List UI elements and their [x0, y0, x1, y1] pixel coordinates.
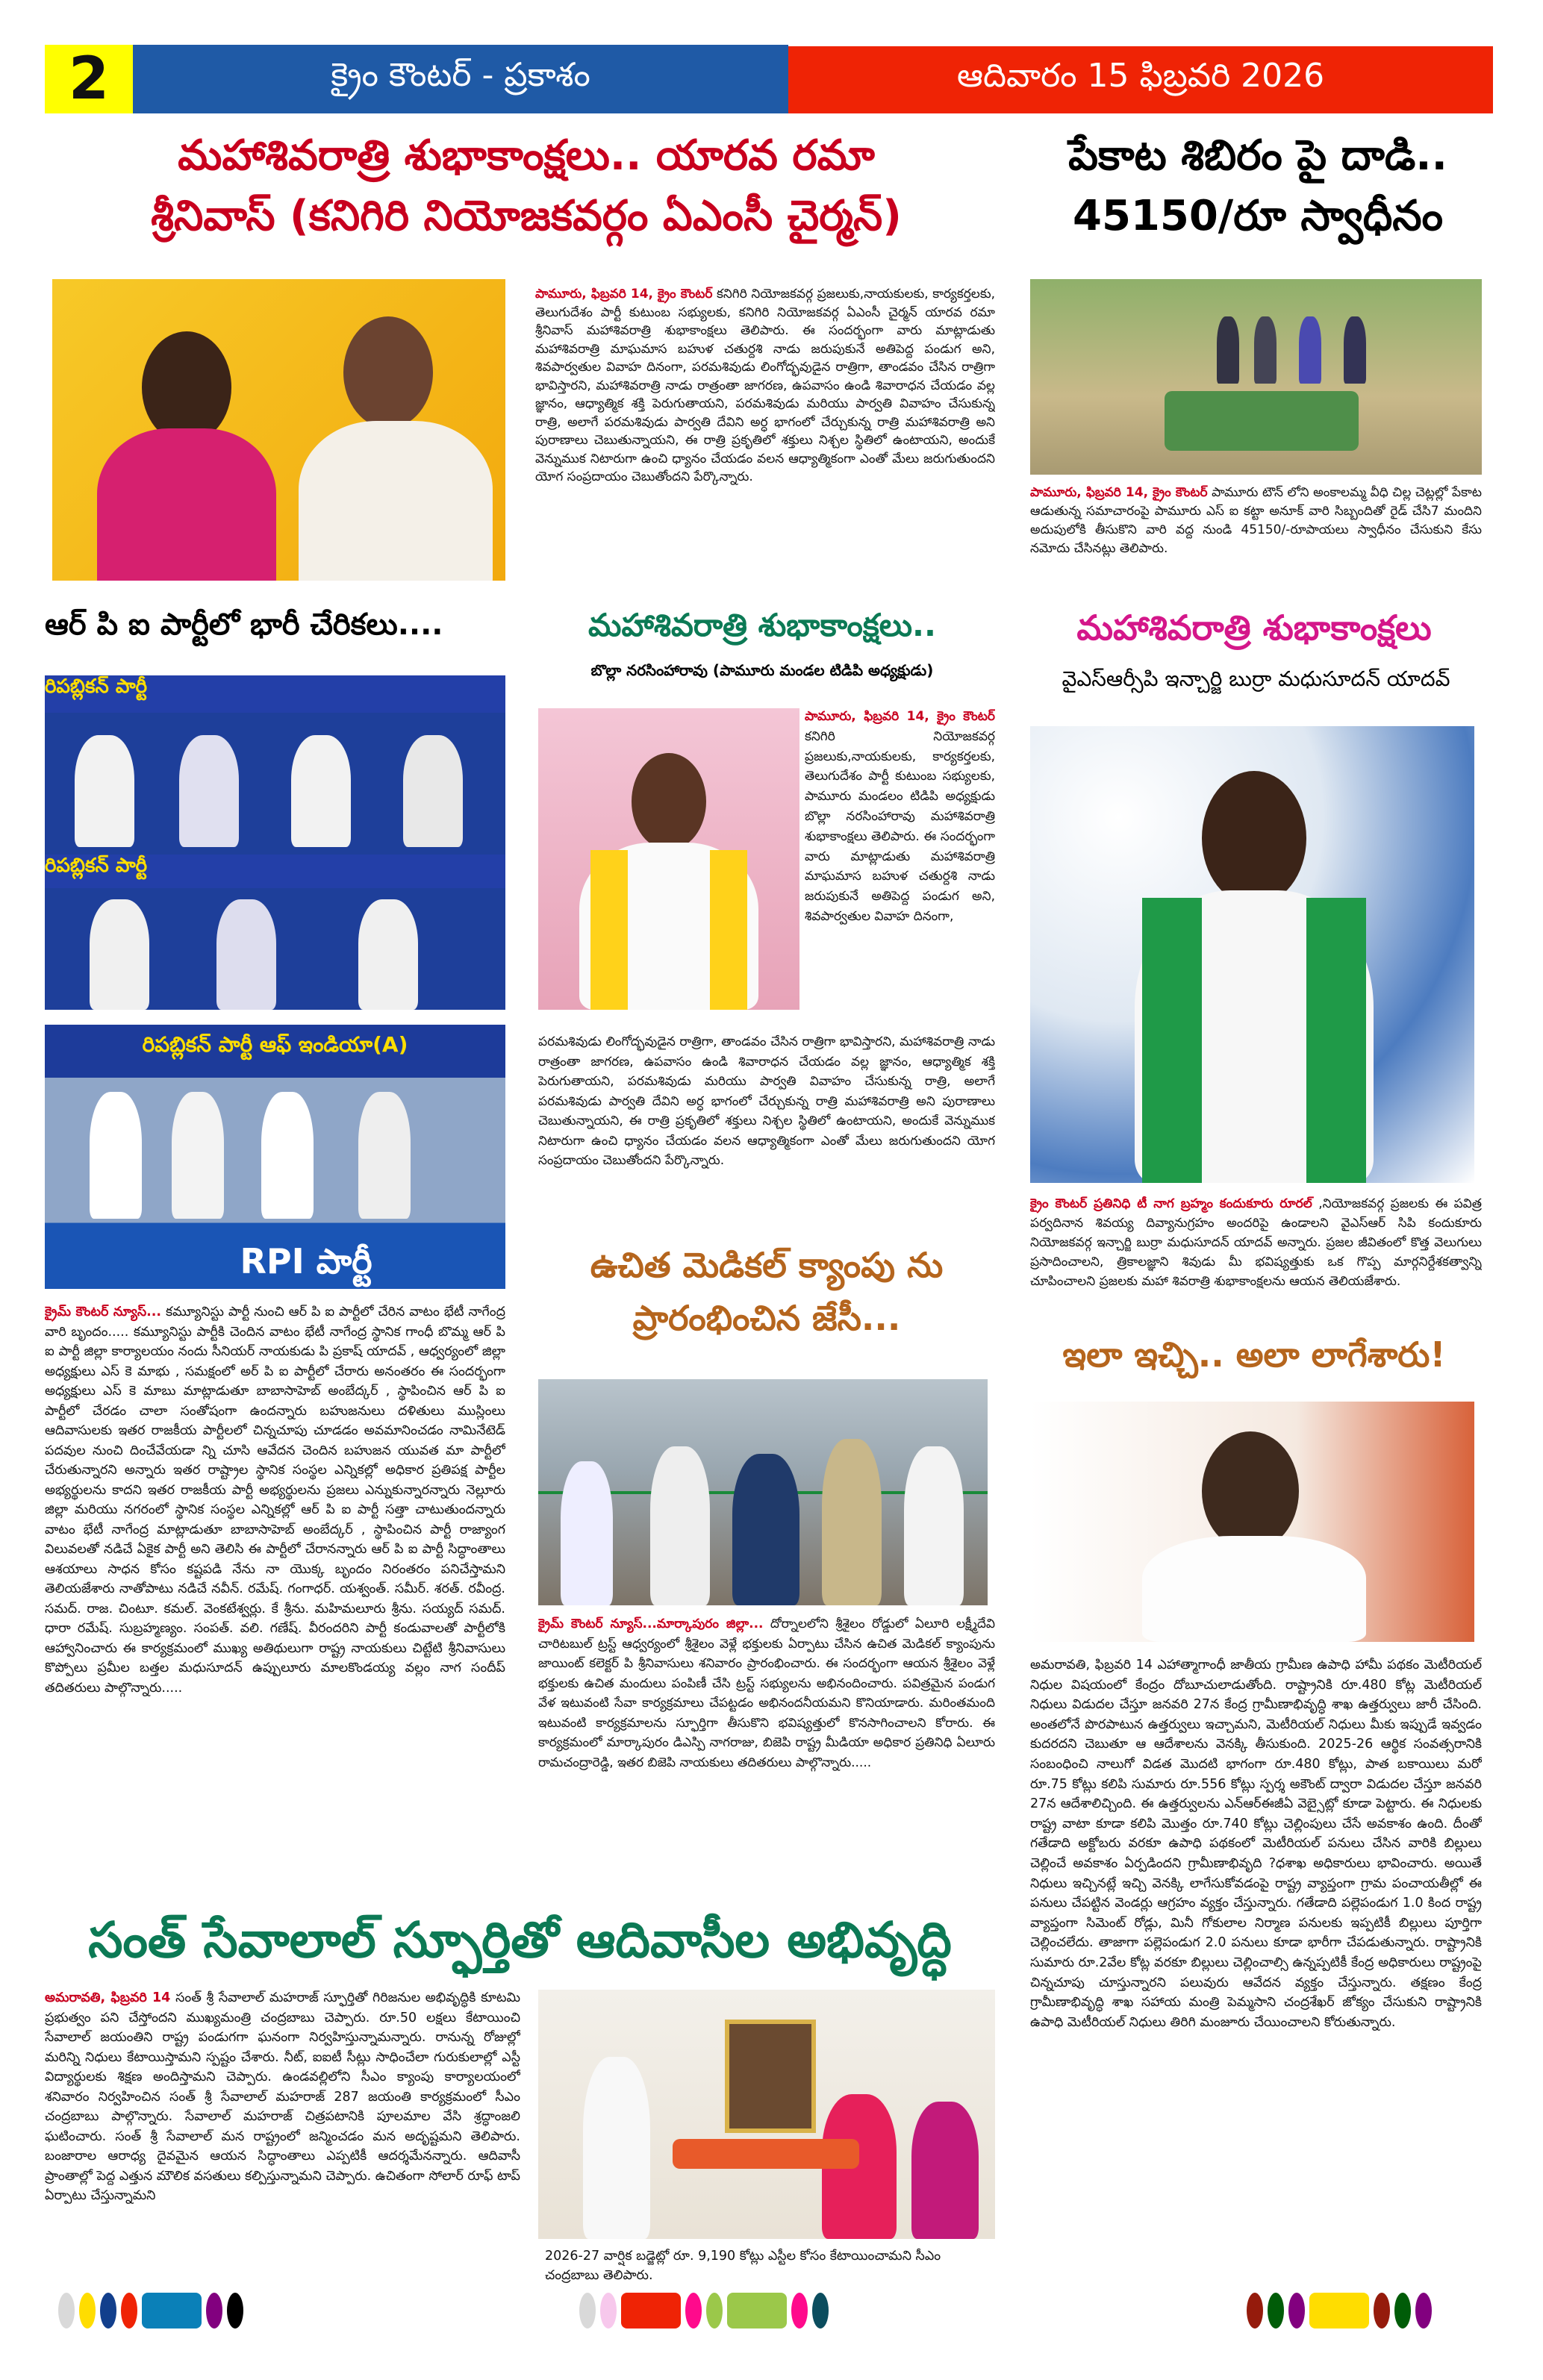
registration-color-mark [621, 2293, 681, 2329]
article-text: కనిగిరి నియోజకవర్గ ప్రజలుకు,నాయకులకు, కార్యకర్తలకు, తెలుగుదేశం పార్టీ కుటుంబ సభ్యులకు, పామూరు మండలం టిడిపి అధ్యక్షుడు బొల్లా నరసింహారావు మహాశివరాత్రి శుభాకాంక్షలు తెలిపారు. ఈ సందర్భంగా వారు మాట్లాడుతు మహాశివరాత్రి మాఘమాస బహుళ చతుర్దశి నాడు జరుపుకునే అతిపెద్ద పండుగ అని, శివపార్వతుల వివాహ దినంగా, [805, 728, 995, 924]
dateline: అమరావతి, ఫిబ్రవరి 14 [45, 1990, 171, 2005]
registration-color-mark [100, 2293, 116, 2329]
article-medical-camp-body [538, 1614, 995, 1868]
registration-color-mark [579, 2293, 596, 2329]
registration-color-mark [791, 2293, 808, 2329]
dateline: క్రైమ్ కౌంటర్ న్యూస్... [45, 1305, 162, 1319]
dateline: పామూరు, ఫిబ్రవరి 14, క్రైం కౌంటర్ [1030, 485, 1208, 500]
banner-text: రిపబ్లికన్ పార్టీ ఆఫ్ ఇండియా(A) [142, 1032, 408, 1057]
registration-color-mark [1415, 2293, 1432, 2329]
headline-rpi-joining: ఆర్ పి ఐ పార్టీలో భారీ చేరికలు.... [45, 608, 443, 642]
registration-color-mark [1374, 2293, 1390, 2329]
article-sevalal-body [45, 1988, 520, 2266]
article-text: కనిగిరి నియోజకవర్గ ప్రజలుకు,నాయకులకు, కార్యకర్తలకు, తెలుగుదేశం పార్టీ కుటుంబ సభ్యులకు, కనిగిరి నియోజకవర్గ ఏఎంసీ చైర్మన్ యారవ రమా శ్రీనివాస్ మహాశివరాత్రి శుభాకాంక్షలు తెలిపారు. ఈ సందర్భంగా వారు మాట్లాడుతు మహాశివరాత్రి మాఘమాస బహుళ చతుర్దశి నాడు జరుపుకునే అతిపెద్ద పండుగ అని, శివపార్వతుల వివాహ దినంగా, పరమశివుడు లింగోద్భవుడైన రాత్రిగా, తాండవం చేసిన రాత్రిగా భావిస్తారని, మహాశివరాత్రి నాడు రాత్రంతా జాగరణ, ఉపవాసం ఉండి శివారాధన చేయడం వల్ల జ్ఞానం, ఆధ్యాత్మిక శక్తి పెరుగుతాయని, పరమశివుడు మరియు పార్వతి వివాహం చేసుకున్న రాత్రి, అలాగే పరమశివుడు పార్వతి దేవిని అర్ధ భాగంలో చేర్చుకున్న రాత్రి మహాశివరాత్రి అని పురాణాలు చెబుతున్నాయని, ఈ రాత్రి ప్రకృతిలో శక్తులు నిశ్చల స్థితిలో ఉంటాయని, అందుకే వెన్నుముక నిటారుగా ఉంచి ధ్యానం చేయడం వలన ఆధ్యాత్మికంగా ఎంతో మేలు జరుగుతుందని యోగ సంప్రదాయం చెబుతోందని పేర్కొన్నారు. [535, 287, 995, 484]
dateline: పామూరు, ఫిబ్రవరి 14, క్రైం కౌంటర్ [535, 287, 713, 302]
photo-bolla-narasimharao [538, 708, 799, 1010]
headline-line: 45150/రూ స్వాధీనం [1072, 192, 1443, 241]
article-text: దోర్నాలలోని శ్రీశైలం రోడ్డులో ఏలూరి లక్ష్మీదేవి చారిటబుల్ ట్రస్ట్ ఆధ్వర్యంలో శ్రీశైలం వెళ్లే భక్తులకు ఏర్పాటు చేసిన ఉచిత మెడికల్ క్యాంపును జాయింట్ కలెక్టర్ పి శ్రీనివాసులు శనివారం ప్రారంభించారు. ఈ సందర్భంగా ఆయన శ్రీశైలం వెళ్లే భక్తులకు ఉచిత మందులు పంపిణీ చేసి ట్రస్ట్ సభ్యులను అభినందించారు. పవిత్రమైన పండుగ వేళ ఇటువంటి సేవా కార్యక్రమాలు చేపట్టడం అభినందనీయమని కొనియాడారు. మరింతమంది ఇటువంటి కార్యక్రమాలను స్ఫూర్తిగా తీసుకొని భవిష్యత్తులో కొనసాగించాలని కోరారు. ఈ కార్యక్రమంలో మార్కాపురం డిఎస్పి నాగరాజు, బిజెపి రాష్ట్ర మీడియా అధికార ప్రతినిధి ఏలూరు రామచంద్రారెడ్డి, ఇతర బిజెపి నాయకులు తదితరులు పాల్గొన్నారు..... [538, 1617, 995, 1770]
headline-medical-camp [538, 1239, 995, 1346]
article-rpi-joining-body [45, 1302, 505, 1896]
registration-color-mark [812, 2293, 829, 2329]
registration-color-mark [600, 2293, 617, 2329]
registration-color-mark [685, 2293, 702, 2329]
article-material-funds-body: అమరావతి, ఫిబ్రవరి 14 ఎహాత్మాగాంధీ జాతీయ గ్రామీణ ఉపాధి హామీ పథకం మెటీరియల్ నిధుల విషయంలో కేంద్రం దోబూచులాడుతోంది. రాష్ట్రానికి రూ.480 కోట్ల మెటీరియల్ నిధులు విడుదల చేస్తూ జనవరి 27న కేంద్ర గ్రామీణాభివృద్ధి శాఖ ఉత్తర్వులు జారీ చేసింది. అంతలోనే పొరపాటున ఉత్తర్వులు ఇచ్చామని, మెటీరియల్ నిధులు మీకు ఇప్పుడే ఇవ్వడం కుదరదని చెబుతూ ఆ ఆదేశాలను వెనక్కి తీసుకుంది. 2025-26 ఆర్థిక సంవత్సరానికి సంబంధించి నాలుగో విడత మొదటి భాగంగా రూ.480 కోట్లు, పాత బకాయిలు మరో రూ.75 కోట్లు కలిపి సుమారు రూ.556 కోట్లు స్పర్శ అకౌంట్ ద్వారా విడుదల చేస్తూ జనవరి 27న ఆదేశాలిచ్చింది. ఈ ఉత్తర్వులను ఎన్ఆర్ఈజీఏ వెబ్సైట్లో కూడా పెట్టారు. ఈ నిధులకు రాష్ట్ర వాటా కూడా కలిపి మొత్తం రూ.740 కోట్లు చెల్లింపులు చేసే అవకాశం ఉంది. దీంతో గతేడాది అక్టోబరు వరకూ ఉపాధి పథకంలో మెటీరియల్ పనులు చేసిన వారికి బిల్లులు చెల్లించే అవకాశం ఏర్పడిందని గ్రామీణాభివృది ?ధశాఖ అధికారులు భావించారు. అయితే నిధులు ఇచ్చినట్లే ఇచ్చి వెనక్కి లాగేసుకోవడంపై రాష్ట్ర వ్యాప్తంగా గ్రామ పంచాయతీల్లో ఈ పనులు చేపట్టిన వెండర్లు ఆగ్రహం వ్యక్తం చేస్తున్నారు. గతేడాది పల్లెపండుగ 1.0 కింద రాష్ట్ర వ్యాప్తంగా సిమెంట్ రోడ్లు, మినీ గోకులాల నిర్మాణ పనులకు ఇప్పటికీ బిల్లులు పూర్తిగా చెల్లించలేదు. తాజాగా పల్లెపండుగ 2.0 పనులు కూడా భారీగా చేపడుతున్నారు. రాష్ట్రానికి సుమారు రూ.2వేల కోట్ల వరకూ బిల్లులు చెల్లించాల్సి ఉన్నప్పటికీ కేంద్ర అధికారులు రాష్ట్రంపై చిన్నచూపు చూస్తున్నారని పలువురు ఆవేదన వ్యక్తం చేస్తున్నారు. తక్షణం కేంద్ర గ్రామీణాభివృద్ధి శాఖ సహాయ మంత్రి పెమ్మసాని చంద్రశేఖర్ జోక్యం చేసుకుని రాష్ట్రానికి ఉపాధి మెటీరియల్ నిధులు తిరిగి మంజూరు చేయించాలని కోరుతున్నారు. [1030, 1658, 1482, 2030]
registration-marks-right [1247, 2293, 1436, 2329]
registration-color-mark [1309, 2293, 1369, 2329]
photo-gambling-raid [1030, 279, 1482, 475]
headline-gambling-raid [1023, 125, 1493, 246]
headline-line: మహాశివరాత్రి శుభాకాంక్షలు.. యారవ రమా [178, 131, 875, 180]
registration-color-mark [58, 2293, 75, 2329]
article-amc-chairman-body [535, 285, 995, 584]
headline-sevalal: సంత్ సేవాలాల్ స్ఫూర్తితో ఆదివాసీల అభివృద్ధి [88, 1911, 952, 1969]
registration-color-mark [121, 2293, 137, 2329]
article-tdp-greeting-body-wide: పరమశివుడు లింగోద్భవుడైన రాత్రిగా, తాండవం చేసిన రాత్రిగా భావిస్తారని, మహాశివరాత్రి నాడు రాత్రంతా జాగరణ, ఉపవాసం ఉండి శివారాధన చేయడం వల్ల జ్ఞానం, ఆధ్యాత్మిక శక్తి పెరుగుతాయని, పరమశివుడు మరియు పార్వతి వివాహం చేసుకున్న రాత్రి, అలాగే పరమశివుడు పార్వతి దేవిని అర్ధ భాగంలో చేర్చుకున్న రాత్రి మహాశివరాత్రి అని పురాణాలు చెబుతున్నాయని, ఈ రాత్రి ప్రకృతిలో శక్తులు నిశ్చల స్థితిలో ఉంటాయని, అందుకే వెన్నుముక నిటారుగా ఉంచి ధ్యానం చేయడం వలన ఆధ్యాత్మికంగా ఎంతో మేలు జరుగుతుందని యోగ సంప్రదాయం చెబుతోందని పేర్కొన్నారు. [538, 1034, 995, 1168]
registration-marks-middle [579, 2293, 833, 2329]
article-text: ,నియోజకవర్గ ప్రజలకు ఈ పవిత్ర పర్వదినాన శివయ్య దివ్యానుగ్రహం అందరిపై ఉండాలని వైఎస్ఆర్ సిపి కందుకూరు నియోజకవర్గ ఇన్చార్జి బుర్రా మధుసూదన్ యాదవ్ అన్నారు. ప్రజల జీవితంలో కొత్త వెలుగులు ప్రసాదించాలని, త్రికాలజ్ఞాని శివుడు మీ భవిష్యత్తుకు ఒక గొప్ప మార్గనిర్దేశకత్వాన్ని చూపించాలని ప్రజలకు మహా శివరాత్రి శుభాకాంక్షలను ఆయన తెలియజేశారు. [1030, 1196, 1482, 1289]
headline-line: ఉచిత మెడికల్ క్యాంపు ను [590, 1245, 944, 1285]
registration-color-mark [1288, 2293, 1305, 2329]
headline-amc-chairman [52, 125, 1000, 246]
registration-color-mark [227, 2293, 243, 2329]
dateline: పామూరు, ఫిబ్రవరి 14, క్రైం కౌంటర్ [805, 709, 995, 724]
registration-color-mark [206, 2293, 222, 2329]
subtitle-tdp-greeting: బొల్లా నరసింహారావు (పామూరు మండల టిడిపి అధ్యక్షుడు) [590, 661, 934, 679]
headline-ysrcp-greeting: మహాశివరాత్రి శుభాకాంక్షలు [1076, 608, 1432, 648]
photo-sevalal-tribute [538, 1990, 995, 2239]
banner-text: రిపబ్లికన్ పార్టీ [45, 855, 505, 888]
article-text: కమ్యూనిస్టు పార్టీ నుంచి ఆర్ పి ఐ పార్టీలో చేరిన వాటం భేటీ నాగేంద్ర వారి బృందం..... కమ్యూనిస్టు పార్టీకి చెందిన వాటం భేటీ నాగేంద్ర స్థానిక గాంధీ బొమ్మ ఆర్ పి ఐ పార్టీ జిల్లా కార్యాలయం నందు సీనియర్ నాయకుడు పి ప్రకాష్ యాదవ్ , ఆధ్వర్యంలో జిల్లా అధ్యక్షులు ఎస్ కె మాభు , సమక్షంలో అర్ పి ఐ పార్టీలో చేరారు అనంతరం ఈ సందర్భంగా అధ్యక్షులు ఎస్ కె మాబు మాట్లాడుతూ బాబాసాహెబ్ అంబేద్కర్ , స్థాపించిన ఆర్ పి ఐ పార్టీలో చేరడం చాలా సంతోషంగా ఉందన్నారు బహుజనులు దళితులు ముస్లింలు ఆదివాసులకు ఇతర రాజకీయ పార్టీలలో చిన్నచూపు చూడడం అవమానించడం నామినేటెడ్ పదవుల నుంచి దించేవేయడా న్ని చూసి ఆవేదన చెందిన బహుజన యువత మా పార్టీలో చేరుతున్నారని అన్నారు ఇతర రాష్ట్రాల స్థానిక సంస్థల ఎన్నికల్లో అధికార ప్రతిపక్ష పార్టీల అభ్యర్థులను కాదని ఇతర రాజకీయ పార్టీ అభ్యర్థులను ప్రజలు ఎన్నుకున్నారన్నారు నెల్లూరు జిల్లా మరియు నగరంలో స్థానిక సంస్థల ఎన్నికల్లో ఆర్ పి ఐ పార్టీ సత్తా చాటుతుందన్నారు వాటం భేటీ నాగేంద్ర మాట్లాడుతూ బాబాసాహెబ్ అంబేద్కర్ , స్థాపించిన పార్టీ రాజ్యాంగ విలువలతో నడిచే ఏకైక పార్టీ అని తెలిసి ఈ పార్టీలో చేరానన్నారు ఆర్ పి ఐ పార్టీ సిద్ధాంతాలు ఆశయాలు సాధన కోసం కష్టపడి నేను నా యొక్క బృందం నిరంతరం పనిచేస్తామని తెలియజేశారు నాతోపాటు నడిచే నవీన్. రమేష్. గంగాధర్. యశ్వంత్. సమీర్. శరత్. రవీంద్ర. సమద్. రాజ. చింటూ. కమల్. వెంకటేశ్వర్లు. కే శ్రీను. మహిమలూరు శ్రీను. సయ్యద్ సమద్. ధారా రమేష్. సుబ్రహ్మణ్యం. సంపత్. వలి. గణేష్. వీరందరిని పార్టీ కండువాలతో పార్టీలోకి ఆహ్వానించారు ఈ కార్యక్రమంలో ముఖ్య అతిథులుగా రాష్ట్ర నాయకులు చిట్టేటి శ్రీనివాసులు కొప్పోలు ప్రమీల బత్తల మధుసూదన్ ఉప్పులూరు మాలకొండయ్య వల్లం నాగ సందీప్ తదితరులు పాల్గొన్నారు..... [45, 1305, 505, 1696]
dateline: క్రైం కౌంటర్ ప్రతినిధి టీ నాగ బ్రహ్మం కందుకూరు రూరల్ [1030, 1196, 1312, 1211]
dateline: క్రైమ్ కౌంటర్ న్యూస్...మార్కాపురం జిల్లా... [538, 1617, 764, 1631]
registration-color-mark [727, 2293, 787, 2329]
registration-color-mark [142, 2293, 202, 2329]
photo-rpi-joining-collage [45, 675, 505, 1010]
photo-minister-speaking [1030, 1402, 1474, 1642]
registration-color-mark [1268, 2293, 1284, 2329]
registration-color-mark [1247, 2293, 1263, 2329]
headline-line: ప్రారంభించిన జేసీ... [632, 1298, 901, 1339]
article-gambling-raid-body [1030, 484, 1482, 584]
article-ysrcp-greeting-body [1030, 1194, 1482, 1299]
banner-text: RPI పార్టీ [240, 1241, 372, 1281]
photo-amc-chairman-couple [52, 279, 505, 581]
issue-date: ఆదివారం 15 ఫిబ్రవరి 2026 [788, 46, 1493, 113]
article-tdp-greeting-body-narrow [805, 707, 995, 1028]
registration-marks-left [58, 2293, 248, 2329]
paper-name: క్రైం కౌంటర్ - ప్రకాశం [133, 45, 788, 113]
article-text: పామూరు టౌన్ లోని అంకాలమ్మ వీధి చిల్ల చెట్లల్లో పేకాట ఆడుతున్న సమాచారంపై పామూరు ఎస్ ఐ కట్టా అనూక్ వారి సిబ్బందితో రైడ్ చేసి7 మందిని అదుపులోకి తీసుకొని వారి వద్ద నుండి 45150/-రూపాయలు స్వాధీనం చేసుకుని కేసు నమోదు చేసినట్లు తెలిపారు. [1030, 485, 1482, 556]
photo-burra-madhusudan-yadav [1030, 726, 1474, 1183]
page-number: 2 [45, 45, 133, 113]
headline-line: పేకాట శిబిరం పై దాడి.. [1068, 131, 1447, 180]
headline-material-funds: ఇలా ఇచ్చి.. అలా లాగేశారు! [1062, 1334, 1446, 1375]
headline-tdp-greeting: మహాశివరాత్రి శుభాకాంక్షలు.. [588, 607, 936, 643]
photo-medical-camp-inauguration [538, 1379, 988, 1605]
registration-color-mark [1394, 2293, 1411, 2329]
photo-rpi-joining-stage [45, 1025, 505, 1289]
subtitle-ysrcp-greeting: వైఎస్ఆర్సీపి ఇన్చార్జి బుర్రా మధుసూదన్ యాదవ్ [1062, 666, 1450, 691]
banner-text: రిపబ్లికన్ పార్టీ [45, 675, 505, 713]
photo-caption-sevalal: 2026-27 వార్షిక బడ్జెట్లో రూ. 9,190 కోట్లు ఎస్టీల కోసం కేటాయించామని సీఎం చంద్రబాబు తెలిపారు. [545, 2249, 941, 2283]
headline-line: శ్రీనివాస్ (కనిగిరి నియోజకవర్గం ఏఎంసీ చైర్మన్) [151, 192, 902, 241]
registration-color-mark [706, 2293, 723, 2329]
article-text: సంత్ శ్రీ సేవాలాల్ మహరాజ్ స్ఫూర్తితో గిరిజనుల అభివృద్ధికి కూటమి ప్రభుత్వం పని చేస్తోందని ముఖ్యమంత్రి చంద్రబాబు చెప్పారు. రూ.50 లక్షలు కేటాయించి సేవాలాల్ జయంతిని రాష్ట్ర పండుగగా ఘనంగా నిర్వహిస్తున్నామన్నారు. రానున్న రోజుల్లో మరిన్ని నిధులు కేటాయిస్తామని స్పష్టం చేశారు. నీట్, ఐఐటీ సీట్లు సాధించేలా గురుకులాల్లో ఎస్టీ విద్యార్థులకు శిక్షణ అందిస్తామని చెప్పారు. ఉండవల్లిలోని సీఎం క్యాంపు కార్యాలయంలో శనివారం నిర్వహించిన సంత్ శ్రీ సేవాలాల్ మహరాజ్ 287 జయంతి కార్యక్రమంలో సీఎం చంద్రబాబు పాల్గొన్నారు. సేవాలాల్ మహరాజ్ చిత్రపటానికి పూలమాల వేసి శ్రద్ధాంజలి ఘటించారు. సంత్ శ్రీ సేవాలాల్ మన రాష్ట్రంలో జన్మించడం మన అదృష్టమని తెలిపారు. బంజారాల ఆరాధ్య దైవమైన ఆయన సిద్ధాంతాలు ఎప్పటికీ ఆదర్శమేనన్నారు. ఆదివాసీ ప్రాంతాల్లో పెద్ద ఎత్తున మౌలిక వసతులు కల్పిస్తున్నామని చెప్పారు. ఉచితంగా సోలార్ రూఫ్ టాప్ ఏర్పాటు చేస్తున్నామని [45, 1990, 520, 2203]
registration-color-mark [79, 2293, 96, 2329]
